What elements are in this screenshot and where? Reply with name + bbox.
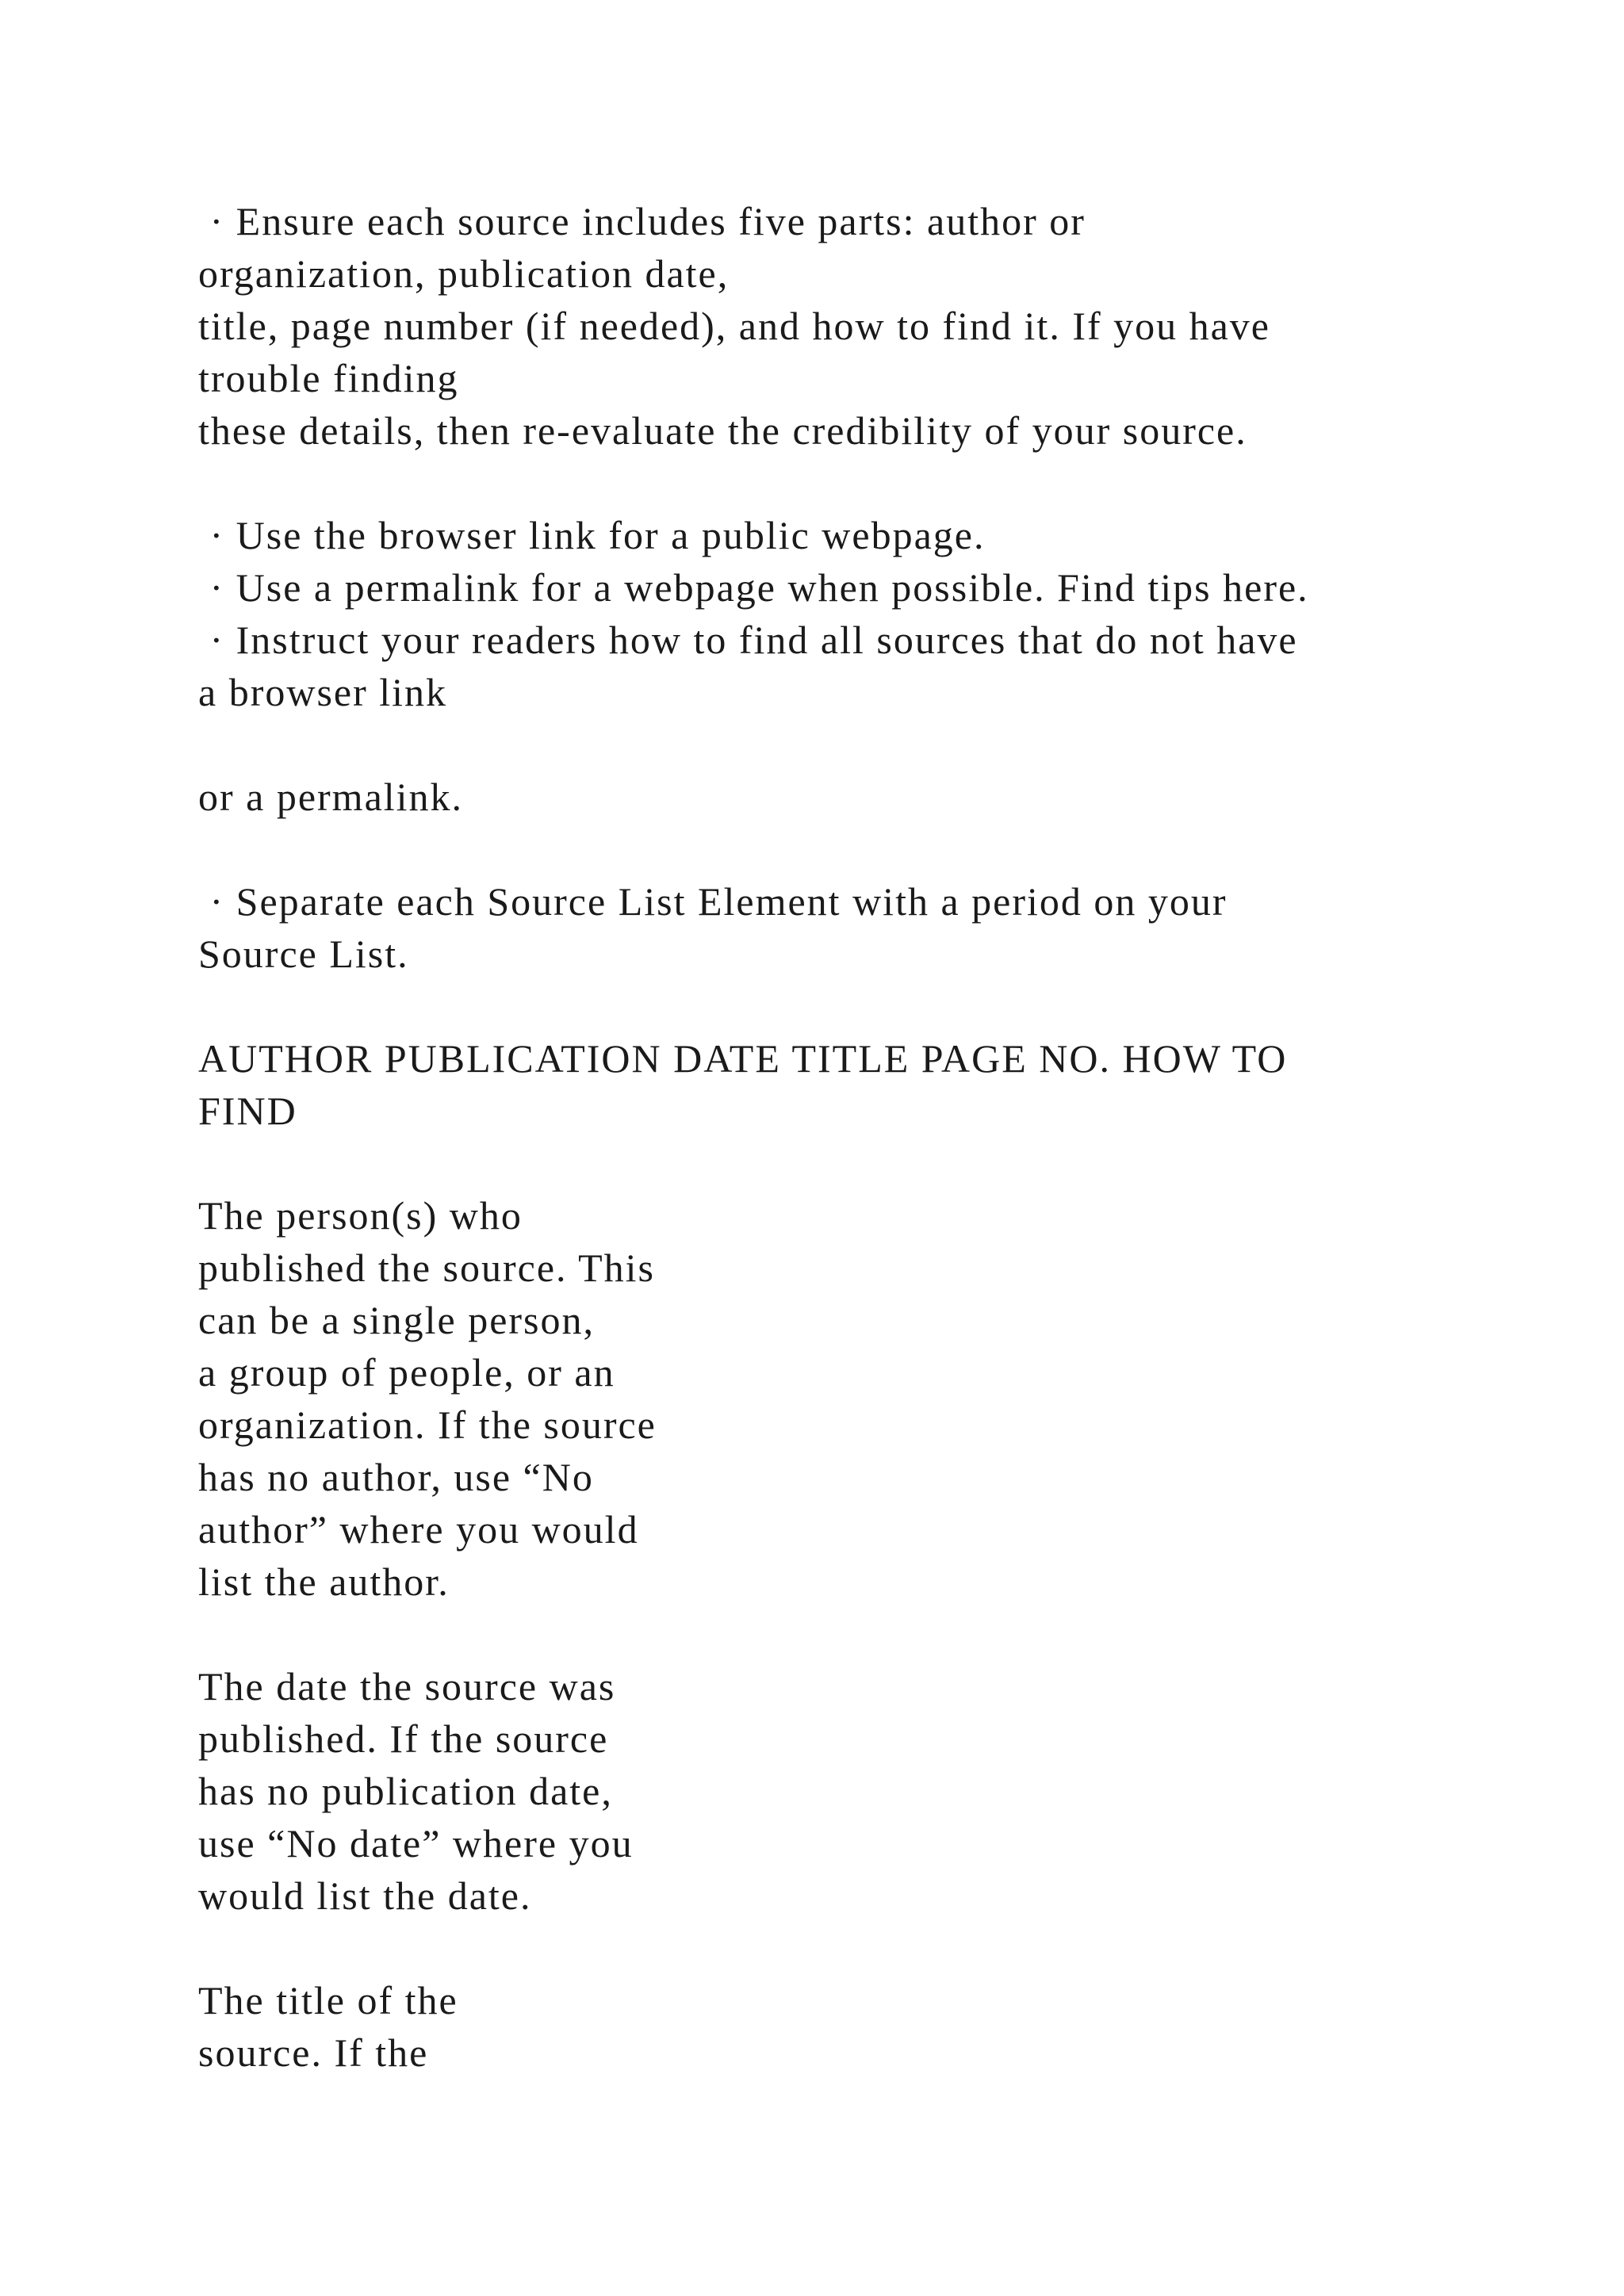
text-line: source. If the: [198, 2030, 429, 2075]
text-line: published the source. This: [198, 1246, 655, 1290]
text-line: · Use the browser link for a public webpage.: [198, 513, 986, 557]
document-page: [198, 195, 1546, 2079]
text-line: or a permalink.: [198, 775, 464, 819]
blank-line: [198, 457, 1546, 509]
text-line: title, page number (if needed), and how to find it. If you have: [198, 304, 1271, 348]
text-line: has no author, use “No: [198, 1455, 594, 1499]
text-line: list the author.: [198, 1559, 450, 1604]
blank-line: [198, 1137, 1546, 1189]
text-line: would list the date.: [198, 1873, 532, 1918]
blank-line: [198, 1608, 1546, 1660]
text-line: · Use a permalink for a webpage when possible. Find tips here.: [198, 565, 1309, 610]
blank-line: [198, 980, 1546, 1032]
text-line: organization. If the source: [198, 1402, 657, 1447]
text-line: these details, then re-evaluate the credibility of your source.: [198, 408, 1247, 453]
text-line: FIND: [198, 1089, 297, 1133]
blank-line: [198, 718, 1546, 771]
text-line: has no publication date,: [198, 1769, 613, 1813]
text-line: The date the source was: [198, 1664, 616, 1709]
text-line: use “No date” where you: [198, 1821, 634, 1866]
blank-line: [198, 823, 1546, 875]
text-line: published. If the source: [198, 1716, 609, 1761]
text-line: · Instruct your readers how to find all sources that do not have: [198, 618, 1298, 662]
text-line: can be a single person,: [198, 1298, 596, 1342]
text-line: AUTHOR PUBLICATION DATE TITLE PAGE NO. HOW TO: [198, 1036, 1288, 1081]
text-line: trouble finding: [198, 356, 459, 400]
blank-line: [198, 1922, 1546, 1974]
text-line: · Separate each Source List Element with a period on your: [198, 879, 1228, 924]
text-line: a browser link: [198, 670, 448, 714]
text-line: author” where you would: [198, 1507, 639, 1552]
text-line: · Ensure each source includes five parts: author or: [198, 199, 1086, 243]
text-line: organization, publication date,: [198, 251, 730, 296]
text-line: a group of people, or an: [198, 1350, 615, 1395]
text-line: Source List.: [198, 932, 409, 976]
text-line: The title of the: [198, 1978, 458, 2022]
text-line: The person(s) who: [198, 1193, 523, 1238]
